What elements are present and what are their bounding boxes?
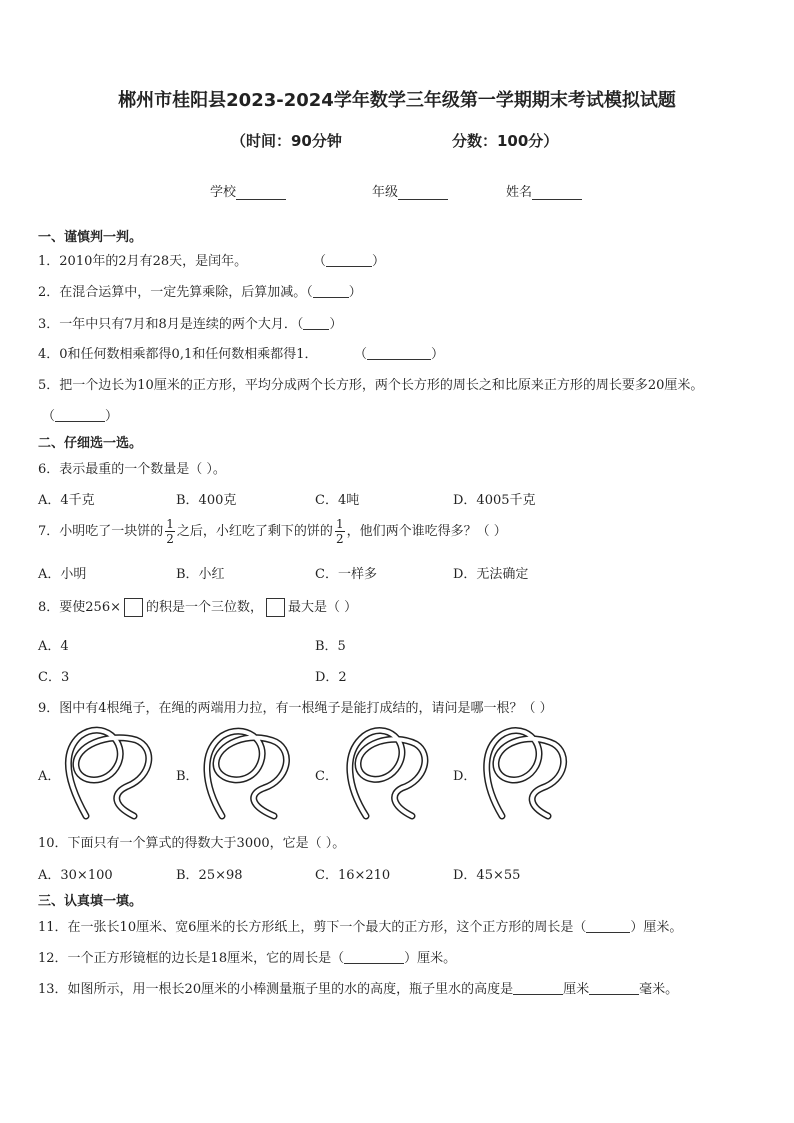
page-title: 郴州市桂阳县2023-2024学年数学三年级第一学期期末考试模拟试题: [118, 90, 676, 111]
question-5-answer[interactable]: （ ）: [42, 409, 119, 424]
q7-option-d[interactable]: D．无法确定: [453, 567, 529, 582]
q9-option-a[interactable]: A．: [38, 769, 61, 784]
question-11: 11．在一张长10厘米、宽6厘米的长方形纸上，剪下一个最大的正方形，这个正方形的周长是（ ）厘米。: [38, 920, 683, 935]
q8-option-b[interactable]: B．5: [315, 639, 346, 654]
q7-option-c[interactable]: C．一样多: [315, 567, 377, 582]
question-13: 13．如图所示，用一根长20厘米的小棒测量瓶子里的水的高度，瓶子里水的高度是 厘米 毫米。: [38, 982, 679, 997]
question-5: 5．把一个边长为10厘米的正方形，平均分成两个长方形，两个长方形的周长之和比原来正方形的周长要多20厘米。: [38, 378, 704, 393]
q6-option-a[interactable]: A．4千克: [38, 493, 95, 508]
question-8: 8．要使256× 的积是一个三位数， 最大是（ ）: [38, 600, 358, 615]
fraction-half: $\frac{1}{2}$: [335, 517, 344, 546]
q6-option-d[interactable]: D．4005千克: [453, 493, 536, 508]
rope-knot-d-image: [474, 724, 574, 822]
q10-option-d[interactable]: D．45×55: [453, 868, 521, 883]
section-3-heading: 三、认真填一填。: [38, 894, 143, 909]
question-1: 1．2010年的2月有28天，是闰年。: [38, 254, 248, 269]
rope-knot-a-image: [58, 724, 158, 822]
q7-option-a[interactable]: A．小明: [38, 567, 87, 582]
question-7: 7．小明吃了一块饼的 $\frac{1}{2}$ 之后，小红吃了剩下的饼的 $\frac{1}{2}$ ，他们两个谁吃得多？（ ）: [38, 517, 507, 546]
question-4-answer[interactable]: （ ）: [354, 347, 445, 362]
question-12: 12．一个正方形镜框的边长是18厘米，它的周长是（ ）厘米。: [38, 951, 457, 966]
question-10: 10．下面只有一个算式的得数大于3000，它是（ ）。: [38, 836, 346, 851]
blank-box[interactable]: [124, 598, 143, 617]
rope-knot-b-image: [196, 724, 296, 822]
q6-option-b[interactable]: B．400克: [176, 493, 237, 508]
q9-option-d[interactable]: D．: [453, 769, 477, 784]
q13-blank-cm[interactable]: [513, 981, 563, 995]
score-label: 分数：100分）: [452, 132, 559, 150]
question-2: 2．在混合运算中，一定先算乘除，后算加减。（ ）: [38, 285, 362, 300]
question-1-answer[interactable]: （ ）: [313, 254, 386, 269]
fraction-half: $\frac{1}{2}$: [166, 517, 174, 546]
blank-box[interactable]: [266, 598, 285, 617]
section-1-heading: 一、谨慎判一判。: [38, 230, 143, 245]
q7-option-b[interactable]: B．小红: [176, 567, 225, 582]
q9-option-b[interactable]: B．: [176, 769, 199, 784]
q12-blank[interactable]: [344, 950, 404, 964]
section-2-heading: 二、仔细选一选。: [38, 436, 143, 451]
q8-option-a[interactable]: A．4: [38, 639, 69, 654]
q10-option-a[interactable]: A．30×100: [38, 868, 113, 883]
q6-option-c[interactable]: C．4吨: [315, 493, 360, 508]
q8-option-d[interactable]: D．2: [315, 670, 347, 685]
grade-field[interactable]: 年级: [372, 181, 448, 200]
school-field[interactable]: 学校: [210, 181, 286, 200]
q9-option-c[interactable]: C．: [315, 769, 338, 784]
question-4: 4．0和任何数相乘都得0,1和任何数相乘都得1．: [38, 347, 318, 362]
rope-knot-c-image: [336, 724, 436, 822]
q10-option-c[interactable]: C．16×210: [315, 868, 391, 883]
name-field[interactable]: 姓名: [506, 181, 582, 200]
question-3: 3．一年中只有7月和8月是连续的两个大月．（ ）: [38, 317, 343, 332]
q13-blank-mm[interactable]: [589, 981, 639, 995]
question-6: 6．表示最重的一个数量是（ ）。: [38, 462, 226, 477]
time-label: （时间：90分钟: [231, 132, 342, 150]
q10-option-b[interactable]: B．25×98: [176, 868, 243, 883]
q8-option-c[interactable]: C．3: [38, 670, 70, 685]
q11-blank[interactable]: [586, 919, 630, 933]
question-9: 9．图中有4根绳子，在绳的两端用力拉，有一根绳子是能打成结的，请问是哪一根？（ ）: [38, 701, 553, 716]
